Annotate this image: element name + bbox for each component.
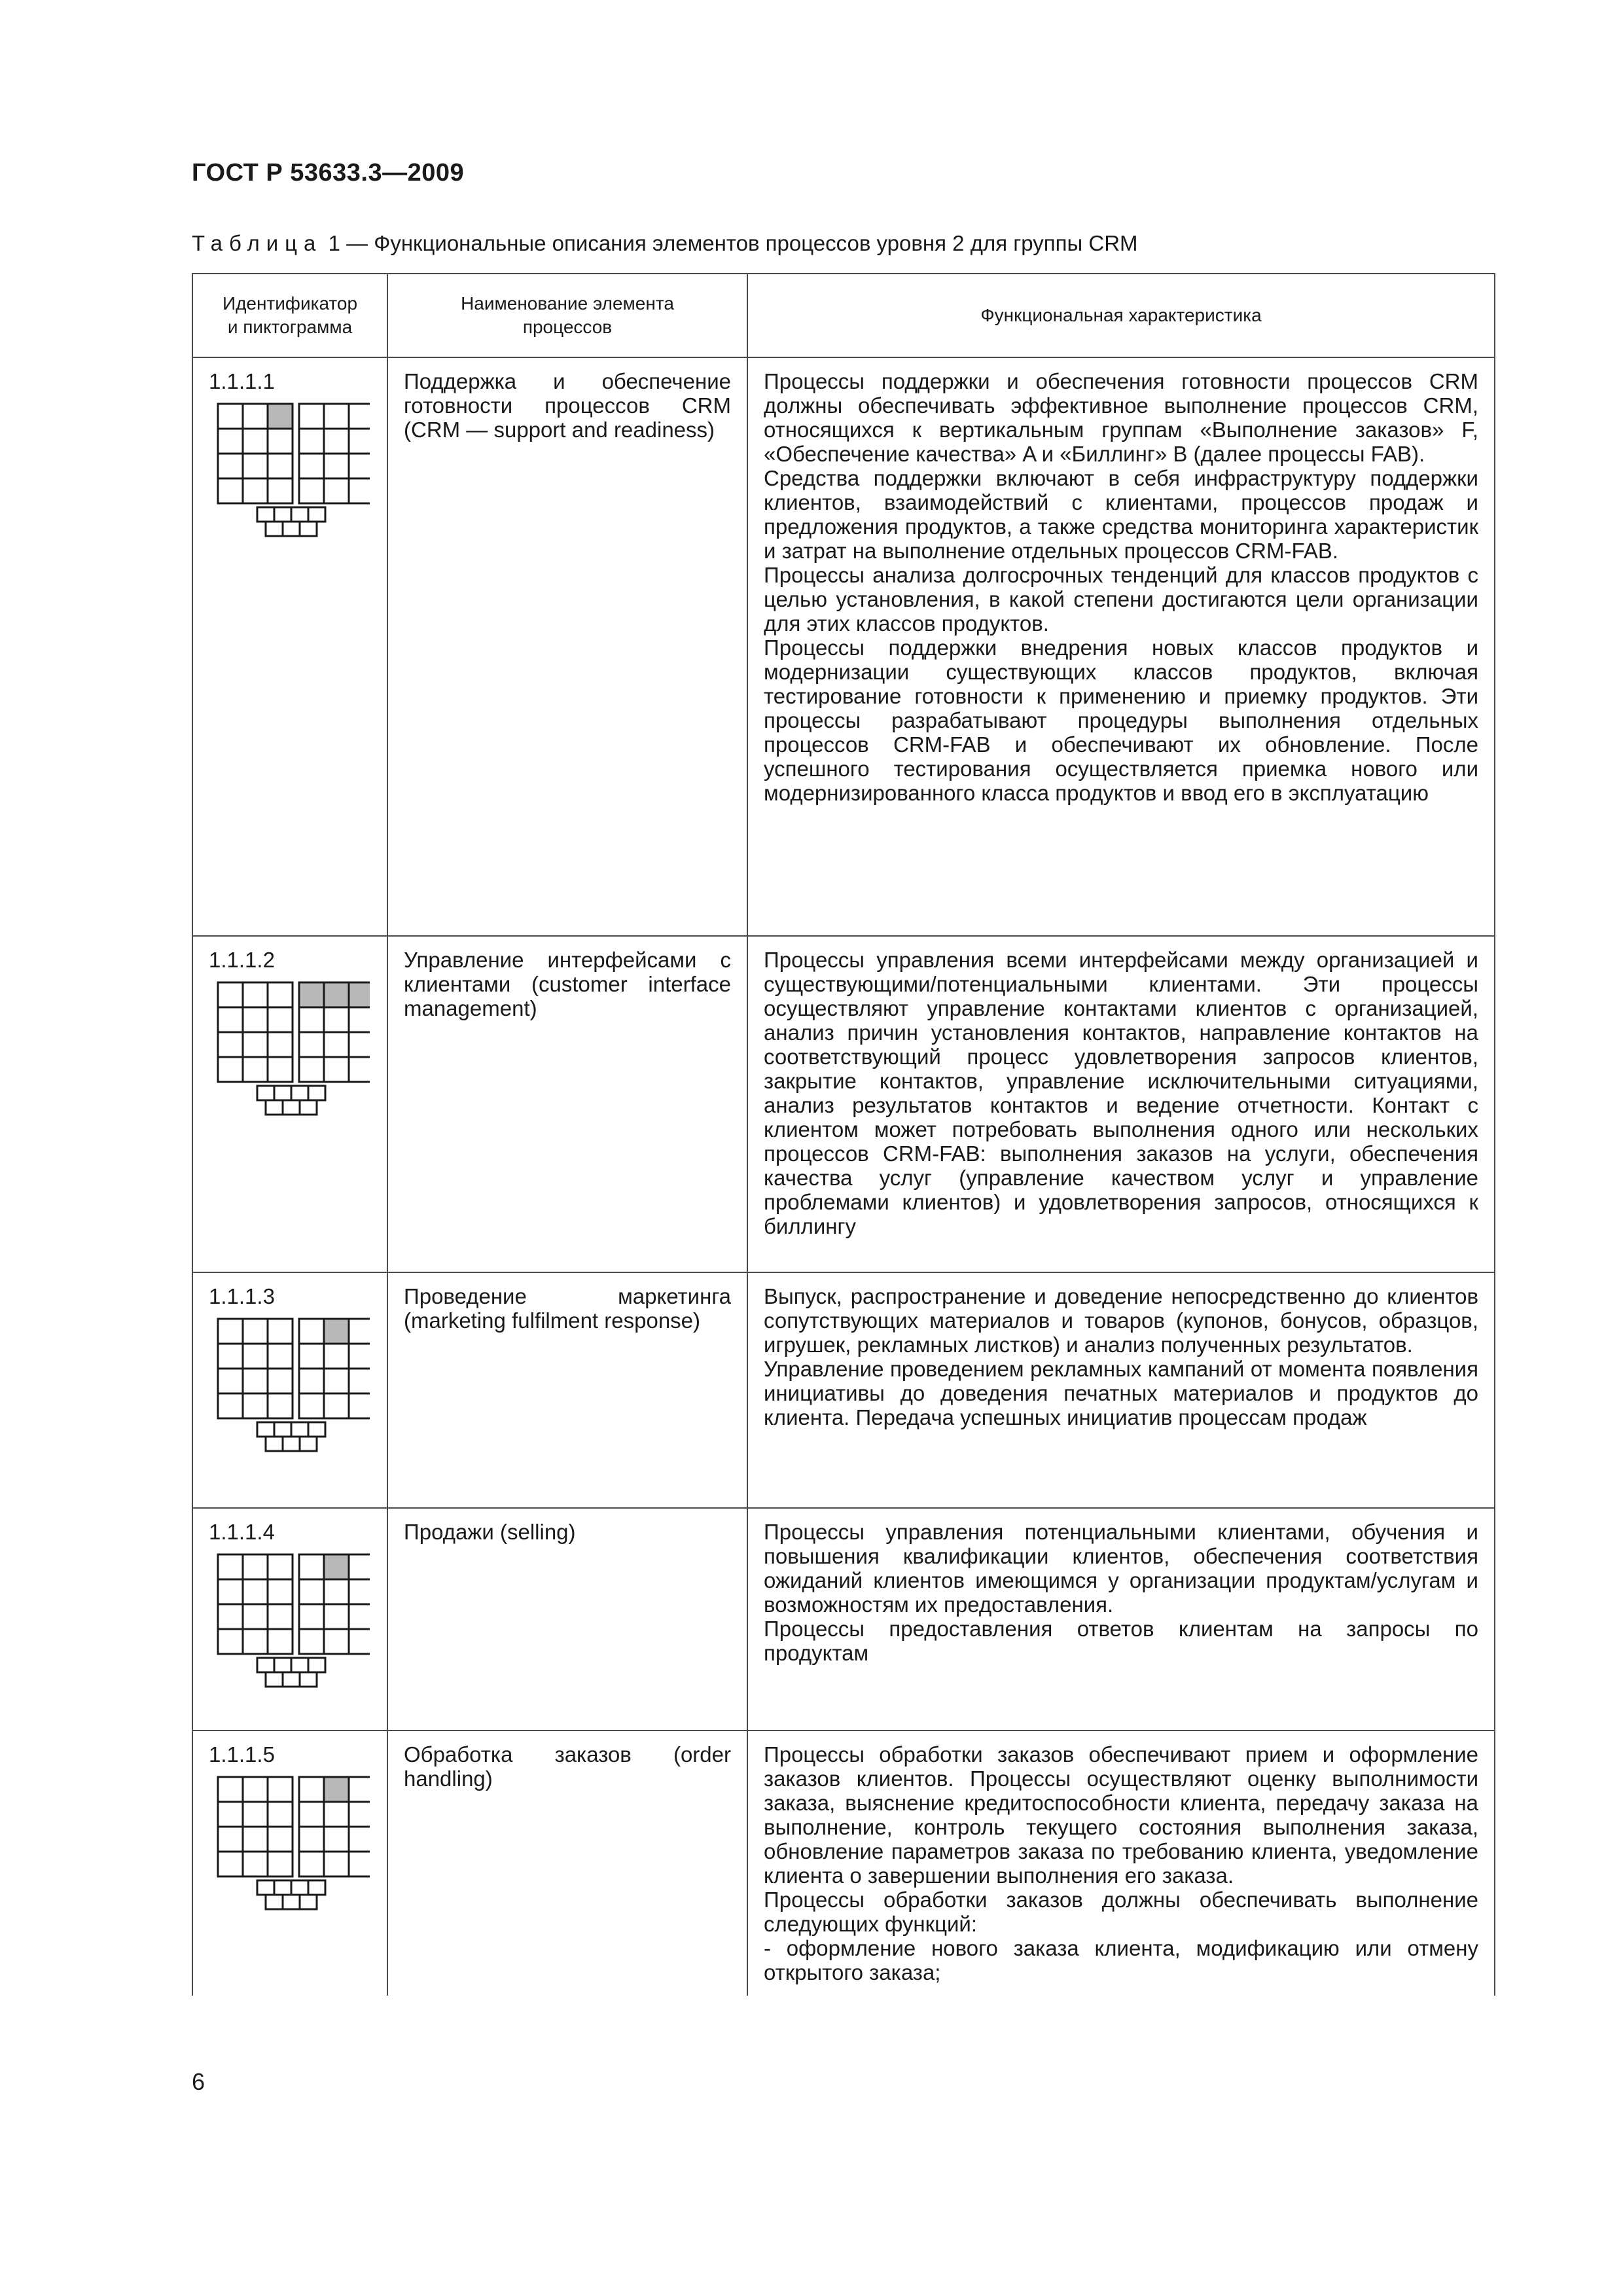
description-paragraph: Процессы предоставления ответов клиентам на запросы по продуктам	[764, 1617, 1478, 1665]
picto-cell	[299, 1554, 324, 1579]
picto-cell	[324, 1629, 349, 1654]
cell-description	[747, 1508, 1495, 1731]
picto-cell	[299, 1344, 324, 1369]
picto-sub-cell	[308, 1422, 325, 1437]
picto-cell	[299, 1057, 324, 1082]
picto-sub-cell	[266, 1895, 283, 1909]
picto-cell	[299, 454, 324, 478]
picto-sub-cell	[257, 1658, 274, 1672]
picto-cell	[349, 1344, 370, 1369]
picto-cell	[324, 1827, 349, 1852]
description-paragraph: Управление проведением рекламных кампаний от момента появления инициативы до доведения печатных материалов и продуктов до клиента. Передача успешных инициатив процессам продаж	[764, 1357, 1478, 1429]
description-paragraph: Процессы поддержки и обеспечения готовности процессов CRM должны обеспечивать эффективное выполнение процессов CRM, относящихся к вертикальным группам «Выполнение заказов» F, «Обеспечение качества» A и «Биллинг» B (далее процессы FAB).	[764, 369, 1478, 466]
picto-cell	[268, 1344, 293, 1369]
page-number: 6	[192, 2068, 205, 2095]
picto-cell	[243, 1629, 268, 1654]
table-row	[192, 936, 1495, 1272]
description-paragraph: Процессы обработки заказов обеспечивают прием и оформление заказов клиентов. Процессы осуществляют оценку выполнимости заказа, выяснение кредитоспособности клиента, передачу заказа на выполнение, контроль текущего состояния выполнения заказа, обновление параметров заказа по требованию клиента, уведомление клиента о завершении выполнения его заказа.	[764, 1742, 1478, 1888]
table-row	[192, 1731, 1495, 1996]
table-header-row	[192, 274, 1495, 357]
picto-sub-cell	[291, 1658, 308, 1672]
picto-cell	[268, 1057, 293, 1082]
picto-cell	[324, 1344, 349, 1369]
picto-cell	[218, 1579, 243, 1604]
picto-cell	[299, 1827, 324, 1852]
picto-sub-cell	[291, 1086, 308, 1100]
picto-cell	[299, 1802, 324, 1827]
picto-cell	[218, 1777, 243, 1802]
picto-cell	[349, 1057, 370, 1082]
picto-cell	[299, 1007, 324, 1032]
process-id: 1.1.1.4	[209, 1520, 275, 1544]
picto-cell	[299, 429, 324, 454]
process-name: Продажи (selling)	[387, 1508, 747, 1731]
picto-cell	[349, 454, 370, 478]
picto-cell	[218, 404, 243, 429]
picto-cell	[268, 1579, 293, 1604]
process-id: 1.1.1.2	[209, 948, 275, 972]
picto-sub-cell	[257, 1422, 274, 1437]
picto-sub-cell	[300, 1672, 317, 1687]
table-body	[192, 357, 1495, 1996]
picto-cell	[324, 478, 349, 503]
picto-sub-cell	[257, 1086, 274, 1100]
picto-cell	[299, 1579, 324, 1604]
cell-description	[747, 357, 1495, 936]
picto-cell	[268, 454, 293, 478]
description-paragraph: Процессы управления всеми интерфейсами между организацией и существующими/потенциальными клиентами. Эти процессы осуществляют управление контактами клиентов с организацией, анализ причин установления контактов, направление контактов на соответствующий процесс удовлетворения запросов клиентов, закрытие контактов, управление исключительными ситуациями, анализ результатов контактов и ведение отчетности. Контакт с клиентом может потребовать выполнения одного или нескольких процессов CRM-FAB: выполнения заказов на услуги, обеспечения качества услуг (управление качеством услуг и управление проблемами клиентов) и удовлетворения запросов, относящихся к биллингу	[764, 948, 1478, 1238]
picto-cell	[218, 1802, 243, 1827]
picto-sub-cell	[308, 1880, 325, 1895]
picto-cell	[243, 1777, 268, 1802]
picto-cell	[299, 1369, 324, 1393]
picto-sub-cell	[283, 522, 300, 536]
picto-cell	[324, 1802, 349, 1827]
picto-cell	[243, 1393, 268, 1418]
picto-cell	[218, 429, 243, 454]
picto-sub-cell	[274, 1658, 291, 1672]
picto-cell	[243, 404, 268, 429]
process-grid-pictogram	[217, 1776, 370, 1913]
table-caption-text: 1 — Функциональные описания элементов процессов уровня 2 для группы CRM	[322, 231, 1138, 255]
picto-cell	[218, 1852, 243, 1876]
picto-cell	[324, 1369, 349, 1393]
cell-id	[192, 1508, 387, 1731]
picto-sub-cell	[291, 1422, 308, 1437]
picto-sub-cell	[300, 522, 317, 536]
picto-sub-cell	[266, 522, 283, 536]
picto-cell	[243, 982, 268, 1007]
process-grid-pictogram	[217, 403, 370, 540]
picto-cell	[268, 1629, 293, 1654]
process-grid-pictogram	[217, 981, 370, 1119]
cell-id	[192, 357, 387, 936]
picto-cell	[324, 429, 349, 454]
picto-sub-cell	[274, 1086, 291, 1100]
table-row	[192, 1508, 1495, 1731]
picto-cell	[349, 1579, 370, 1604]
picto-sub-cell	[300, 1100, 317, 1115]
picto-cell	[299, 1852, 324, 1876]
description-paragraph: Процессы анализа долгосрочных тенденций для классов продуктов с целью установления, в какой степени достигаются цели организации для этих классов продуктов.	[764, 563, 1478, 636]
picto-cell	[218, 1057, 243, 1082]
picto-sub-cell	[283, 1437, 300, 1451]
picto-cell	[349, 1393, 370, 1418]
picto-cell	[299, 1032, 324, 1057]
picto-cell	[324, 1032, 349, 1057]
picto-cell	[268, 1032, 293, 1057]
picto-cell	[349, 1369, 370, 1393]
picto-cell	[324, 1579, 349, 1604]
description-paragraph: - оформление нового заказа клиента, модификацию или отмену открытого заказа;	[764, 1936, 1478, 1984]
process-id: 1.1.1.3	[209, 1284, 275, 1308]
picto-cell	[218, 1369, 243, 1393]
picto-cell	[268, 1393, 293, 1418]
picto-sub-cell	[300, 1437, 317, 1451]
picto-cell	[324, 1777, 349, 1802]
picto-cell	[324, 454, 349, 478]
picto-cell	[243, 1369, 268, 1393]
picto-cell	[268, 1369, 293, 1393]
picto-sub-cell	[291, 507, 308, 522]
picto-sub-cell	[274, 1880, 291, 1895]
process-name: Поддержка и обеспечение готовности процессов CRM (CRM — support and readiness)	[387, 357, 747, 936]
picto-cell	[324, 1057, 349, 1082]
description-paragraph: Выпуск, распространение и доведение непосредственно до клиентов сопутствующих материалов и товаров (купонов, бонусов, образцов, игрушек, рекламных листков) и анализ полученных результатов.	[764, 1284, 1478, 1357]
picto-cell	[218, 1629, 243, 1654]
picto-cell	[324, 1007, 349, 1032]
picto-cell	[268, 1827, 293, 1852]
cell-description	[747, 1731, 1495, 1996]
picto-cell	[349, 1629, 370, 1654]
description-paragraph: Процессы поддержки внедрения новых классов продуктов и модернизации существующих классов продуктов, включая тестирование готовности к применению и приемку продуктов. Эти процессы разрабатывают процедуры выполнения отдельных процессов CRM-FAB и обеспечивают их обновление. После успешного тестирования осуществляется приемка нового или модернизированного класса продуктов и ввод его в эксплуатацию	[764, 636, 1478, 805]
picto-cell	[268, 1604, 293, 1629]
picto-cell	[218, 1554, 243, 1579]
picto-cell	[243, 1802, 268, 1827]
picto-cell	[243, 1579, 268, 1604]
picto-cell	[349, 1802, 370, 1827]
picto-sub-cell	[266, 1100, 283, 1115]
description-paragraph: Процессы управления потенциальными клиентами, обучения и повышения квалификации клиентов, обеспечения соответствия ожиданий клиентов имеющимся у организации продуктам/услугам и возможностям их предоставления.	[764, 1520, 1478, 1617]
picto-cell	[218, 1604, 243, 1629]
picto-cell	[243, 1007, 268, 1032]
process-table	[192, 273, 1495, 1996]
picto-cell	[243, 478, 268, 503]
picto-cell	[268, 478, 293, 503]
process-id: 1.1.1.5	[209, 1742, 275, 1767]
picto-cell	[268, 429, 293, 454]
picto-sub-cell	[283, 1895, 300, 1909]
picto-cell	[243, 454, 268, 478]
picto-cell	[243, 1319, 268, 1344]
picto-cell	[349, 1604, 370, 1629]
picto-cell	[299, 478, 324, 503]
picto-cell	[299, 1629, 324, 1654]
col-header-description: Функциональная характеристика	[747, 274, 1495, 357]
picto-cell	[268, 1554, 293, 1579]
picto-cell	[218, 1007, 243, 1032]
picto-cell	[349, 1777, 370, 1802]
table-caption-label: Таблица	[192, 231, 323, 255]
picto-cell	[324, 982, 349, 1007]
description-paragraph: Средства поддержки включают в себя инфраструктуру поддержки клиентов, взаимодействий с клиентами, процессов продаж и предложения продуктов, а также средства мониторинга характеристик и затрат на выполнение отдельных процессов CRM-FAB.	[764, 466, 1478, 563]
picto-sub-cell	[257, 1880, 274, 1895]
picto-sub-cell	[266, 1672, 283, 1687]
picto-sub-cell	[274, 507, 291, 522]
picto-sub-cell	[308, 1658, 325, 1672]
picto-cell	[324, 1852, 349, 1876]
cell-id	[192, 1272, 387, 1508]
picto-sub-cell	[300, 1895, 317, 1909]
picto-cell	[324, 1554, 349, 1579]
picto-sub-cell	[308, 1086, 325, 1100]
picto-cell	[243, 1827, 268, 1852]
picto-cell	[349, 1827, 370, 1852]
process-grid-pictogram	[217, 1553, 370, 1691]
col-header-id: Идентификатор и пиктограмма	[192, 274, 387, 357]
picto-cell	[243, 1554, 268, 1579]
picto-cell	[268, 404, 293, 429]
picto-cell	[349, 1319, 370, 1344]
process-name: Проведение маркетинга (marketing fulfilment response)	[387, 1272, 747, 1508]
col-header-name: Наименование элемента процессов	[387, 274, 747, 357]
process-id: 1.1.1.1	[209, 369, 275, 393]
picto-cell	[268, 1802, 293, 1827]
cell-id	[192, 1731, 387, 1996]
picto-cell	[243, 1344, 268, 1369]
picto-cell	[349, 1032, 370, 1057]
picto-cell	[349, 478, 370, 503]
standard-id: ГОСТ Р 53633.3—2009	[192, 159, 465, 187]
picto-cell	[218, 1032, 243, 1057]
cell-id	[192, 936, 387, 1272]
picto-cell	[299, 1777, 324, 1802]
picto-cell	[218, 1344, 243, 1369]
picto-cell	[218, 1393, 243, 1418]
process-grid-pictogram	[217, 1318, 370, 1455]
picto-sub-cell	[274, 1422, 291, 1437]
picto-cell	[268, 1007, 293, 1032]
picto-cell	[299, 1319, 324, 1344]
picto-cell	[349, 404, 370, 429]
picto-cell	[349, 1554, 370, 1579]
picto-cell	[243, 1032, 268, 1057]
picto-cell	[268, 1319, 293, 1344]
picto-sub-cell	[291, 1880, 308, 1895]
picto-cell	[299, 404, 324, 429]
picto-sub-cell	[257, 507, 274, 522]
picto-cell	[243, 1604, 268, 1629]
description-paragraph: Процессы обработки заказов должны обеспечивать выполнение следующих функций:	[764, 1888, 1478, 1936]
cell-description	[747, 1272, 1495, 1508]
picto-cell	[299, 982, 324, 1007]
picto-sub-cell	[266, 1437, 283, 1451]
picto-sub-cell	[308, 507, 325, 522]
picto-cell	[268, 1777, 293, 1802]
picto-cell	[218, 478, 243, 503]
picto-cell	[218, 454, 243, 478]
picto-sub-cell	[283, 1672, 300, 1687]
table-caption	[192, 231, 1138, 256]
picto-cell	[268, 1852, 293, 1876]
picto-cell	[243, 1852, 268, 1876]
process-name: Обработка заказов (order handling)	[387, 1731, 747, 1996]
picto-cell	[218, 1827, 243, 1852]
picto-cell	[324, 1604, 349, 1629]
picto-cell	[243, 1057, 268, 1082]
table-row	[192, 1272, 1495, 1508]
picto-cell	[299, 1393, 324, 1418]
picto-cell	[243, 429, 268, 454]
picto-cell	[324, 404, 349, 429]
picto-cell	[268, 982, 293, 1007]
picto-cell	[349, 1852, 370, 1876]
picto-cell	[349, 429, 370, 454]
picto-cell	[349, 982, 370, 1007]
picto-cell	[218, 1319, 243, 1344]
process-name: Управление интерфейсами с клиентами (customer interface management)	[387, 936, 747, 1272]
picto-cell	[349, 1007, 370, 1032]
picto-cell	[324, 1393, 349, 1418]
cell-description	[747, 936, 1495, 1272]
picto-sub-cell	[283, 1100, 300, 1115]
table-row	[192, 357, 1495, 936]
picto-cell	[299, 1604, 324, 1629]
picto-cell	[324, 1319, 349, 1344]
picto-cell	[218, 982, 243, 1007]
